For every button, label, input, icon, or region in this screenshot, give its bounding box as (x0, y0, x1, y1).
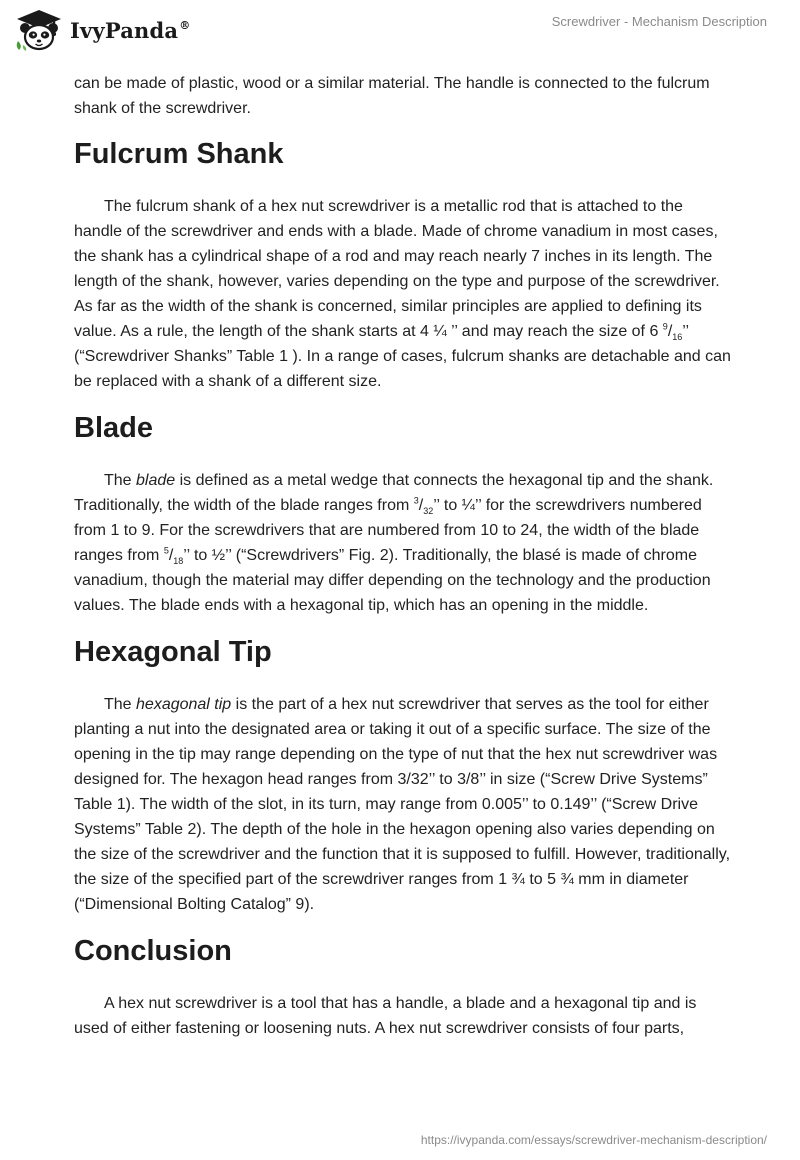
ivypanda-logo[interactable] (14, 9, 190, 51)
heading-fulcrum-shank: Fulcrum Shank (74, 138, 284, 170)
page-header (0, 0, 800, 60)
intro-paragraph: can be made of plastic, wood or a similar material. The handle is connected to the fulcrum shank of the screwdriver. (74, 75, 710, 117)
fraction-five-eighteenths: $^5/_{18}$ (163, 545, 184, 567)
fraction-nine-sixteenths: $^9/_{16}$ (662, 321, 683, 343)
source-url[interactable]: https://ivypanda.com/essays/screwdriver-mechanism-description/ (420, 1133, 767, 1147)
essay-body (74, 71, 734, 1041)
heading-blade: Blade (74, 412, 153, 444)
brand-name: IvyPanda® (70, 17, 191, 43)
paragraph-fulcrum-shank: The fulcrum shank of a hex nut screwdriver is a metallic rod that is attached to the handle of the screwdriver and ends with a blade. Made of chrome vanadium in most cases, the shank has a cylindrical shape of a rod and may reach nearly 7 inches in its length. The length of the shank, however, varies depending on the type and purpose of the screwdriver. As far as the width of the shank is concerned, similar principles are applied to defining its value. As a rule, the length of the shank starts at 4 ¼ ’’ and may reach the size of 6 $^9/_{16}$’’ (“Screwdriver Shanks” Table 1 ). In a range of cases, fulcrum shanks are detachable and can be replaced with a shank of a different size. (74, 198, 731, 390)
paragraph-blade: The blade is defined as a metal wedge that connects the hexagonal tip and the shank. Traditionally, the width of the blade ranges from $^3/_{32}$’’ to ¼’’ for the screwdrivers numbered from 1 to 9. For the screwdrivers that are numbered from 10 to 24, the width of the blade ranges from $^5/_{18}$’’ to ½’’ (“Screwdrivers” Fig. 2). Traditionally, the blasé is made of chrome vanadium, though the material may differ depending on the technology and the production values. The blade ends with a hexagonal tip, which has an opening in the middle. (74, 472, 714, 614)
paragraph-hexagonal-tip: The hexagonal tip is the part of a hex nut screwdriver that serves as the tool for either planting a nut into the designated area or taking it out of a specific surface. The size of the opening in the tip may range depending on the type of nut that the hex nut screwdriver was designed for. The hexagon head ranges from 3/32’’ to 3/8’’ in size (“Screw Drive Systems” Table 1). The width of the slot, in its turn, may range from 0.005’’ to 0.149’’ (“Screw Drive Systems” Table 2). The depth of the hole in the hexagon opening also varies depending on the size of the screwdriver and the function that it is supposed to fulfill. However, traditionally, the size of the specified part of the screwdriver ranges from 1 ¾ to 5 ¾ mm in diameter (“Dimensional Bolting Catalog” 9). (74, 696, 731, 913)
fraction-three-thirtyseconds: $^3/_{32}$ (413, 495, 434, 517)
document-title: Screwdriver - Mechanism Description (551, 14, 767, 29)
heading-conclusion: Conclusion (74, 935, 232, 967)
heading-hexagonal-tip: Hexagonal Tip (74, 636, 272, 668)
panda-logo-icon (14, 9, 64, 51)
paragraph-conclusion: A hex nut screwdriver is a tool that has a handle, a blade and a hexagonal tip and is used of either fastening or loosening nuts. A hex nut screwdriver consists of four parts, (74, 995, 697, 1037)
